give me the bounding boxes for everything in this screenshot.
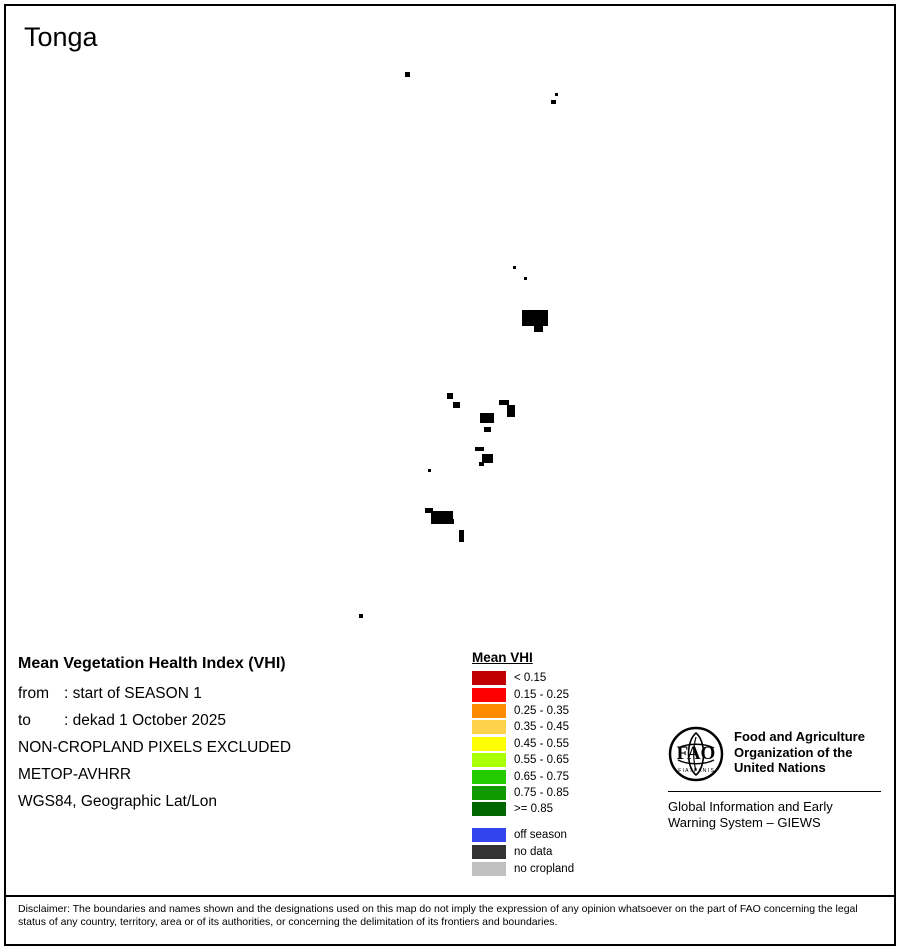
vhi-class-swatch — [472, 786, 506, 800]
island-shape — [475, 447, 484, 451]
vhi-legend-title: Mean VHI — [472, 650, 533, 665]
fao-divider — [668, 791, 881, 792]
vhi-class-label: 0.35 - 0.45 — [514, 721, 569, 734]
island-shape — [447, 393, 453, 399]
vhi-class-label: 0.75 - 0.85 — [514, 786, 569, 799]
caption-row-from — [18, 685, 448, 703]
vhi-class-row — [472, 719, 662, 735]
island-shape — [513, 266, 516, 269]
vhi-class-swatch — [472, 704, 506, 718]
island-shape — [359, 614, 363, 618]
caption-note-2: WGS84, Geographic Lat/Lon — [18, 793, 218, 810]
vhi-class-swatch — [472, 688, 506, 702]
vhi-class-row — [472, 670, 662, 686]
vhi-extra-row — [472, 861, 662, 878]
page-title: Tonga — [24, 22, 98, 52]
island-shape — [428, 469, 431, 472]
caption-value-from: : start of SEASON 1 — [64, 685, 202, 702]
vhi-extra-label: no cropland — [514, 863, 575, 876]
map-canvas — [10, 10, 890, 630]
vhi-class-swatch — [472, 720, 506, 734]
island-shape — [524, 277, 527, 280]
island-shape — [453, 402, 460, 408]
vhi-class-row — [472, 768, 662, 784]
island-shape — [479, 462, 484, 466]
caption-row-to — [18, 712, 448, 730]
vhi-class-row — [472, 736, 662, 752]
vhi-class-row — [472, 703, 662, 719]
vhi-class-swatch — [472, 737, 506, 751]
caption-note-0: NON-CROPLAND PIXELS EXCLUDED — [18, 739, 292, 756]
vhi-class-swatch — [472, 802, 506, 816]
island-shape — [446, 519, 454, 524]
vhi-legend — [472, 650, 662, 878]
vhi-class-swatch — [472, 770, 506, 784]
caption-note-1: METOP-AVHRR — [18, 766, 132, 783]
vhi-legend-classes — [472, 670, 662, 818]
caption-value-to: : dekad 1 October 2025 — [64, 712, 227, 729]
vhi-class-row — [472, 785, 662, 801]
vhi-class-label: 0.55 - 0.65 — [514, 754, 569, 767]
fao-branding — [668, 726, 893, 831]
vhi-extra-swatch — [472, 845, 506, 859]
disclaimer-text: Disclaimer: The boundaries and names shown and the designations used on this map do not imply the expression of any opinion whatsoever on the part of FAO concerning the legal status of any country, territory, area or of its authorities, or concerning the delimitation of its frontiers and boundaries. — [18, 903, 858, 928]
vhi-class-label: 0.15 - 0.25 — [514, 688, 569, 701]
vhi-class-label: 0.25 - 0.35 — [514, 704, 569, 717]
vhi-extra-label: off season — [514, 829, 567, 842]
vhi-class-label: 0.45 - 0.55 — [514, 737, 569, 750]
vhi-extra-row — [472, 844, 662, 861]
map-caption — [18, 655, 448, 820]
fao-program-name: Global Information and Early Warning System – GIEWS — [668, 799, 833, 830]
island-shape — [484, 427, 491, 432]
island-shape — [507, 405, 515, 417]
island-shape — [480, 413, 494, 423]
vhi-extra-label: no data — [514, 846, 553, 859]
vhi-class-label: 0.65 - 0.75 — [514, 770, 569, 783]
vhi-class-swatch — [472, 753, 506, 767]
caption-key-from: from — [18, 685, 49, 702]
vhi-class-label: < 0.15 — [514, 672, 547, 685]
svg-text:F I A T P A N I S: F I A T P A N I S — [678, 768, 714, 774]
island-shape — [555, 93, 558, 96]
vhi-extra-swatch — [472, 828, 506, 842]
island-shape — [534, 326, 543, 332]
vhi-class-label: >= 0.85 — [514, 803, 554, 816]
vhi-class-row — [472, 801, 662, 817]
disclaimer-divider — [6, 895, 894, 897]
vhi-extra-swatch — [472, 862, 506, 876]
fao-organization-name: Food and Agriculture Organization of the United Nations — [734, 729, 865, 775]
island-shape — [459, 530, 464, 542]
vhi-class-swatch — [472, 671, 506, 685]
fao-logo-icon — [668, 726, 724, 782]
vhi-extra-row — [472, 827, 662, 844]
island-shape — [551, 100, 556, 104]
caption-key-to: to — [18, 712, 31, 729]
fao-header — [668, 726, 893, 782]
caption-heading: Mean Vegetation Health Index (VHI) — [18, 655, 286, 672]
vhi-class-row — [472, 752, 662, 768]
vhi-legend-extra — [472, 827, 662, 878]
island-shape — [522, 310, 548, 326]
svg-text:FAO: FAO — [676, 743, 716, 764]
island-shape — [405, 72, 410, 77]
vhi-class-row — [472, 686, 662, 702]
